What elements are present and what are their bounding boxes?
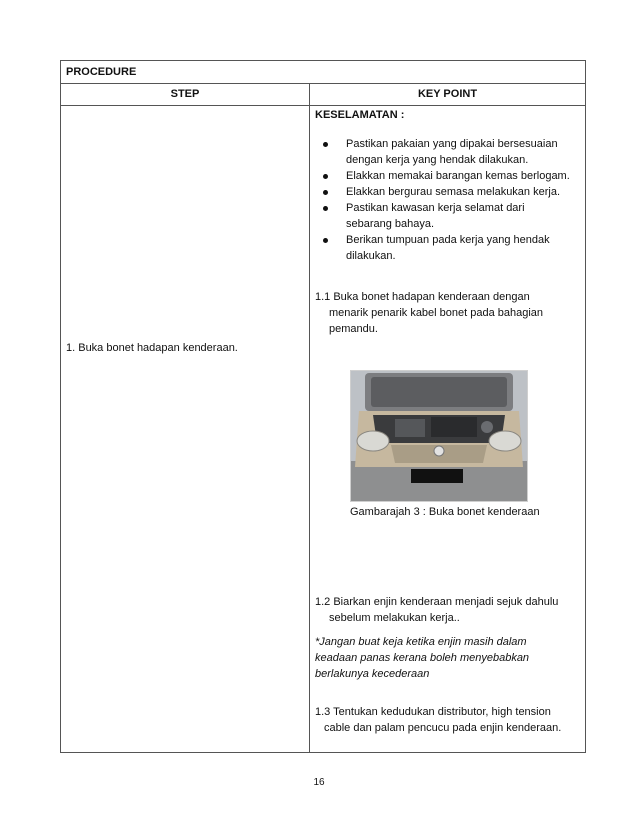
list-item: Berikan tumpuan pada kerja yang hendak dilakukan. bbox=[323, 232, 583, 264]
step-text: 1. Buka bonet hadapan kenderaan. bbox=[66, 342, 238, 354]
key-point-column-header: KEY POINT bbox=[417, 88, 478, 100]
bullet-icon bbox=[323, 206, 328, 211]
list-item: Elakkan bergurau semasa melakukan kerja. bbox=[323, 184, 583, 200]
step-1-2-text: 1.2 Biarkan enjin kenderaan menjadi sejuk dahulu sebelum melakukan kerja.. bbox=[315, 596, 559, 624]
column-header-row bbox=[61, 84, 585, 106]
engine-bay-photo bbox=[350, 370, 528, 502]
photo-caption: Gambarajah 3 : Buka bonet kenderaan bbox=[350, 506, 540, 518]
bullet-icon bbox=[323, 142, 328, 147]
step-column-header: STEP bbox=[61, 84, 310, 105]
key-point-cell bbox=[310, 106, 585, 752]
table-title: PROCEDURE bbox=[66, 66, 137, 78]
safety-title: KESELAMATAN : bbox=[315, 109, 405, 121]
procedure-table bbox=[60, 60, 586, 753]
list-item: Pastikan kawasan kerja selamat dari sebarang bahaya. bbox=[323, 200, 583, 232]
step-cell bbox=[61, 106, 310, 752]
list-item: Elakkan memakai barangan kemas berlogam. bbox=[323, 168, 583, 184]
step-1-3-text: 1.3 Tentukan kedudukan distributor, high tension cable dan palam pencucu pada enjin kenderaan. bbox=[315, 706, 562, 734]
bullet-icon bbox=[323, 190, 328, 195]
bullet-icon bbox=[323, 238, 328, 243]
list-item: Pastikan pakaian yang dipakai bersesuaian dengan kerja yang hendak dilakukan. bbox=[323, 136, 583, 168]
bullet-icon bbox=[323, 174, 328, 179]
page-number: 16 bbox=[313, 777, 325, 788]
warning-note: *Jangan buat keja ketika enjin masih dalam keadaan panas kerana boleh menyebabkan berlakunya kecederaan bbox=[315, 636, 530, 680]
safety-bullet-list bbox=[323, 136, 583, 264]
car-engine-illustration bbox=[351, 371, 527, 501]
step-1-1-text: 1.1 Buka bonet hadapan kenderaan dengan menarik penarik kabel bonet pada bahagian pemandu. bbox=[315, 291, 544, 335]
table-title-row bbox=[61, 61, 585, 84]
